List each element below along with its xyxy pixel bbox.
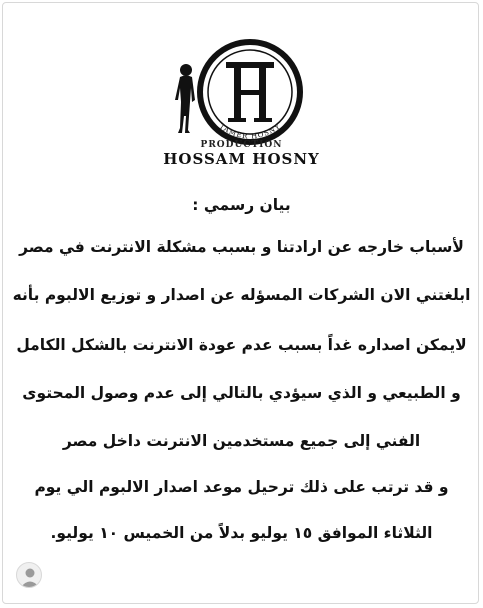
statement-line: ابلغتني الان الشركات المسؤله عن اصدار و توزيع الالبوم بأنه	[12, 286, 471, 304]
brand-name: HOSSAM HOSNY	[163, 150, 320, 168]
statement-line: الفني إلى جميع مستخدمين الانترنت داخل مصر	[62, 432, 421, 450]
production-label: PRODUCTION	[200, 140, 283, 150]
statement-heading: بيان رسمي :	[192, 196, 291, 214]
ring-text: TAMER HOSNY	[217, 122, 283, 141]
statement-line: لأسباب خارجه عن ارادتنا و بسبب مشكلة الانترنت في مصر	[19, 238, 464, 256]
statement-line: لايمكن اصداره غداً بسبب عدم عودة الانترنت بالشكل الكامل	[16, 336, 467, 354]
user-avatar-icon[interactable]	[16, 562, 42, 588]
statement-line: و الطبيعي و الذي سيؤدي بالتالي إلى عدم وصول المحتوى	[22, 384, 461, 402]
statement-line: و قد ترتب على ذلك ترحيل موعد اصدار الالبوم الي يوم	[34, 478, 449, 496]
statement-line: الثلاثاء الموافق ١٥ يوليو بدلاً من الخميس ١٠ يوليو.	[50, 524, 433, 542]
